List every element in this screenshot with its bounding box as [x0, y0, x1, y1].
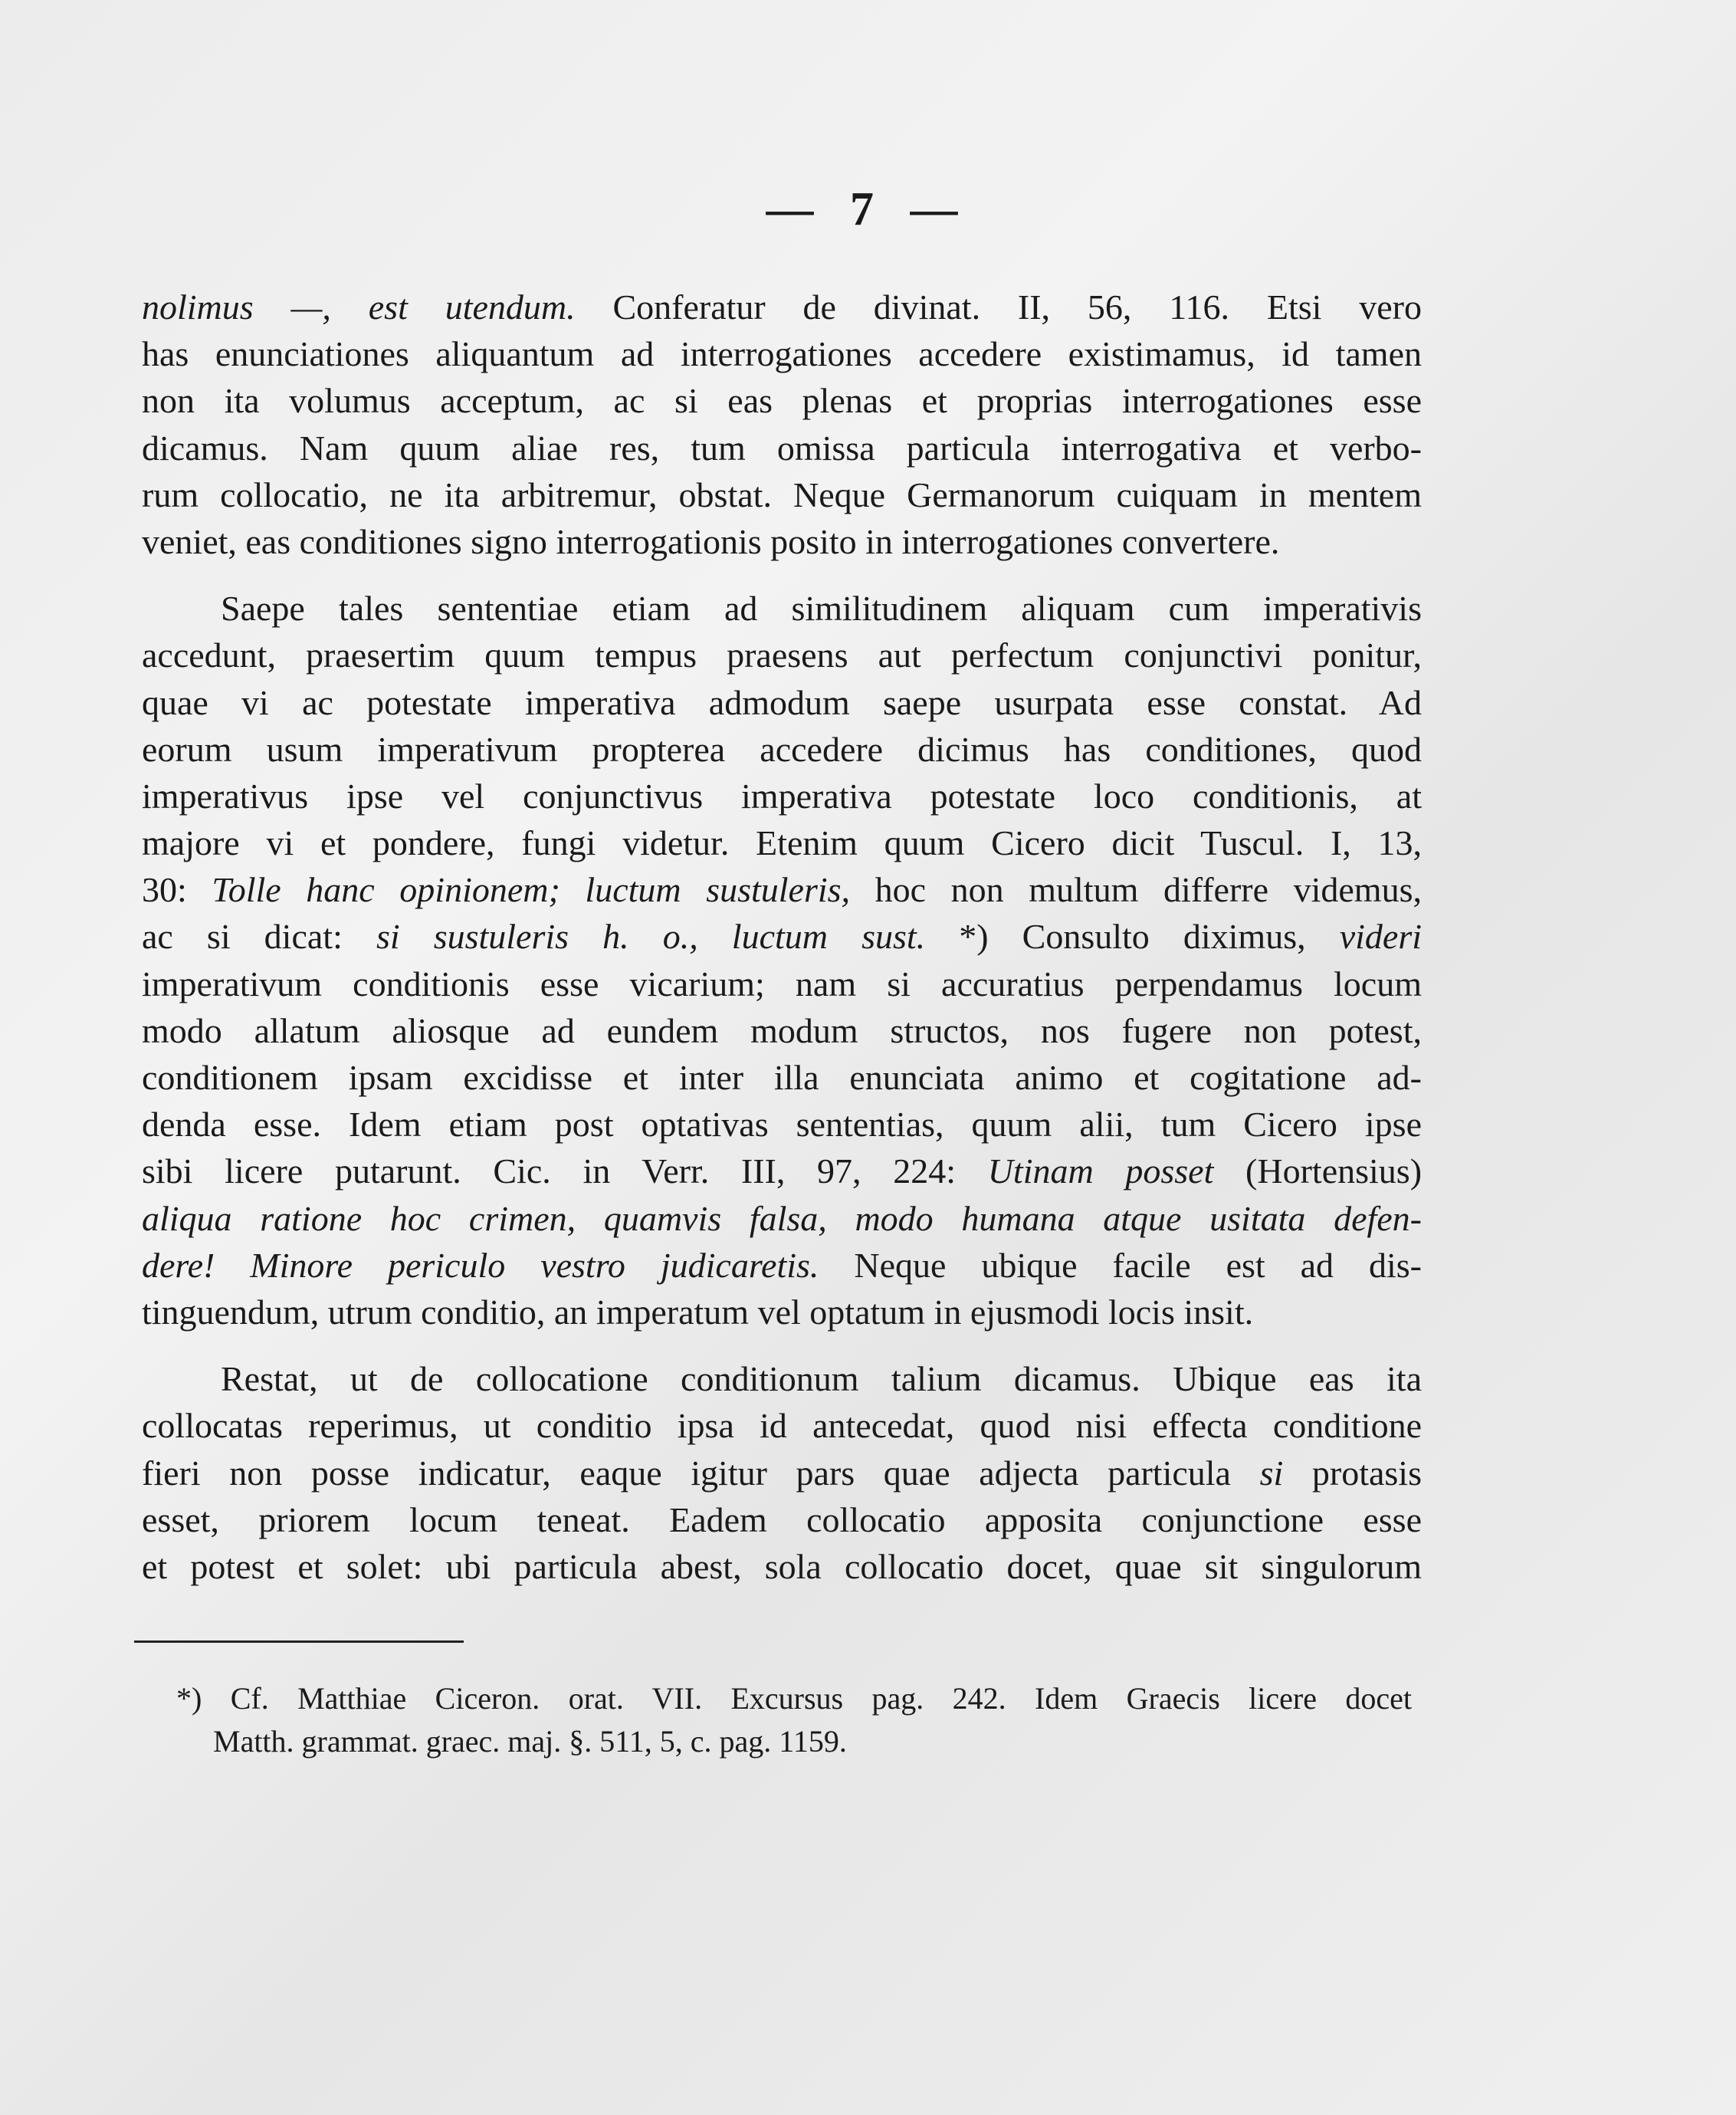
- text-line: [142, 471, 1422, 518]
- text-line: [142, 1289, 1422, 1335]
- text-line: [142, 819, 1422, 866]
- paragraph-gap: [142, 1335, 1422, 1355]
- text-segment: 30:: [142, 870, 212, 910]
- text-segment: Neque ubique facile est ad dis-: [819, 1245, 1422, 1285]
- text-segment: Restat, ut de collocatione conditionum talium dicamus. Ubique eas ita: [221, 1359, 1422, 1399]
- paragraph-gap: [142, 565, 1422, 585]
- text-line: [142, 1543, 1422, 1590]
- text-segment: has enunciationes aliquantum ad interrogationes accedere existimamus, id tamen: [142, 334, 1422, 374]
- text-line: [142, 961, 1422, 1007]
- footnote-line: Matth. grammat. graec. maj. §. 511, 5, c. pag. 1159.: [213, 1724, 847, 1759]
- text-line: [142, 726, 1422, 773]
- italic-segment: dere! Minore periculo vestro judicaretis.: [142, 1245, 819, 1285]
- italic-segment: Tolle hanc opinionem; luctum sustuleris,: [212, 870, 851, 910]
- text-segment: majore vi et pondere, fungi videtur. Etenim quum Cicero dicit Tuscul. I, 13,: [142, 823, 1422, 863]
- text-segment: et potest et solet: ubi particula abest, sola collocatio docet, quae sit singulorum: [142, 1546, 1422, 1586]
- text-line: [142, 773, 1422, 819]
- text-segment: esset, priorem locum teneat. Eadem collocatio apposita conjunctione esse: [142, 1499, 1422, 1539]
- text-segment: imperativum conditionis esse vicarium; nam si accuratius perpendamus locum: [142, 964, 1422, 1003]
- italic-segment: nolimus —, est utendum.: [142, 287, 576, 327]
- text-segment: protasis: [1283, 1453, 1422, 1493]
- text-segment: veniet, eas conditiones signo interrogationis posito in interrogationes convertere.: [142, 521, 1280, 561]
- italic-segment: si sustuleris h. o., luctum sust.: [376, 917, 926, 957]
- text-segment: Saepe tales sententiae etiam ad similitudinem aliquam cum imperativis: [221, 589, 1422, 629]
- text-segment: sibi licere putarunt. Cic. in Verr. III, 97, 224:: [142, 1151, 988, 1191]
- text-line: [142, 284, 1422, 330]
- text-segment: conditionem ipsam excidisse et inter illa enunciata animo et cogitatione ad-: [142, 1058, 1422, 1097]
- page-number: — 7 —: [766, 183, 970, 235]
- text-line: [142, 330, 1422, 377]
- text-line: [142, 585, 1422, 632]
- text-segment: collocatas reperimus, ut conditio ipsa id antecedat, quod nisi effecta conditione: [142, 1406, 1422, 1446]
- text-segment: accedunt, praesertim quum tempus praesens aut perfectum conjunctivi ponitur,: [142, 635, 1422, 675]
- text-line: [142, 1148, 1422, 1194]
- text-line: [142, 1101, 1422, 1148]
- text-line: [142, 425, 1422, 471]
- text-line: [142, 1054, 1422, 1101]
- text-segment: ac si dicat:: [142, 917, 376, 957]
- text-segment: denda esse. Idem etiam post optativas sententias, quum alii, tum Cicero ipse: [142, 1105, 1422, 1145]
- italic-segment: aliqua ratione hoc crimen, quamvis falsa, modo humana atque usitata defen-: [142, 1198, 1422, 1238]
- text-line: [142, 913, 1422, 960]
- text-line: [142, 1242, 1422, 1289]
- text-segment: non ita volumus acceptum, ac si eas plenas et proprias interrogationes esse: [142, 381, 1422, 421]
- text-segment: fieri non posse indicatur, eaque igitur pars quae adjecta particula: [142, 1453, 1260, 1493]
- footnote-line: *) Cf. Matthiae Ciceron. orat. VII. Excursus pag. 242. Idem Graecis licere docet: [176, 1681, 1412, 1716]
- italic-segment: Utinam posset: [987, 1151, 1214, 1191]
- body-text: [142, 284, 1422, 1590]
- text-line: [142, 1496, 1422, 1543]
- text-segment: modo allatum aliosque ad eundem modum structos, nos fugere non potest,: [142, 1010, 1422, 1050]
- text-segment: imperativus ipse vel conjunctivus imperativa potestate loco conditionis, at: [142, 776, 1422, 816]
- text-segment: hoc non multum differre videmus,: [850, 870, 1422, 910]
- text-line: [142, 1402, 1422, 1449]
- text-segment: Conferatur de divinat. II, 56, 116. Etsi vero: [575, 287, 1422, 327]
- text-line: [142, 679, 1422, 726]
- text-segment: *) Consulto diximus,: [925, 917, 1340, 957]
- italic-segment: si: [1259, 1453, 1284, 1493]
- text-line: [142, 1355, 1422, 1402]
- italic-segment: videri: [1339, 917, 1422, 957]
- text-segment: dicamus. Nam quum aliae res, tum omissa particula interrogativa et verbo-: [142, 428, 1422, 468]
- text-segment: (Hortensius): [1213, 1151, 1423, 1191]
- text-segment: rum collocatio, ne ita arbitremur, obstat. Neque Germanorum cuiquam in mentem: [142, 475, 1422, 514]
- footnote: [176, 1677, 1412, 1763]
- footnote-divider: [134, 1640, 464, 1643]
- text-line: [142, 866, 1422, 913]
- text-segment: eorum usum imperativum propterea accedere dicimus has conditiones, quod: [142, 729, 1422, 769]
- text-line: [142, 518, 1422, 565]
- text-line: [142, 1007, 1422, 1054]
- text-line: [142, 1450, 1422, 1496]
- text-line: [142, 377, 1422, 424]
- text-segment: quae vi ac potestate imperativa admodum saepe usurpata esse constat. Ad: [142, 682, 1422, 722]
- text-line: [142, 1195, 1422, 1242]
- text-segment: tinguendum, utrum conditio, an imperatum vel optatum in ejusmodi locis insit.: [142, 1292, 1254, 1332]
- text-line: [142, 632, 1422, 678]
